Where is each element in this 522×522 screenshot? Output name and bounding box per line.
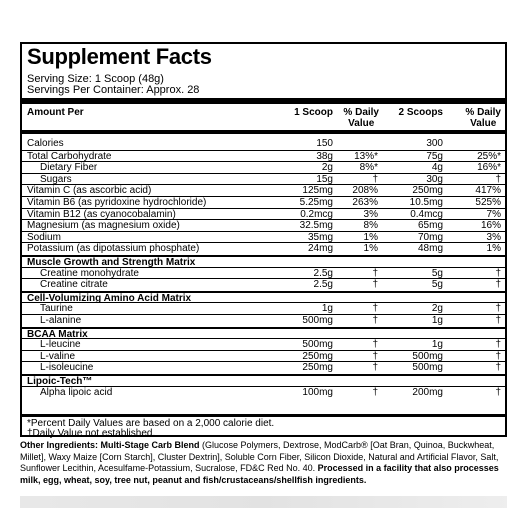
row-daily-value-2: 16%* [477,162,501,174]
footnote-daily-values: *Percent Daily Values are based on a 2,000 calorie diet. [27,418,275,429]
row-name: Magnesium (as magnesium oxide) [27,220,180,232]
row-daily-value-2: † [495,386,501,398]
header-amount-per: Amount Per [27,107,84,118]
row-amount-1-scoop: 100mg [302,386,333,398]
row-daily-value-2: † [495,350,501,362]
row-daily-value-1: † [372,303,378,315]
table-row [22,242,505,254]
other-ingredients [20,440,507,486]
table-row [22,338,505,350]
table-row [22,150,505,162]
row-amount-1-scoop: 2g [321,162,333,174]
table-row [22,314,505,326]
row-amount-2-scoops: 5g [431,279,443,291]
row-daily-value-2: † [495,339,501,351]
row-amount-2-scoops: 70mg [417,231,443,243]
table-row [22,161,505,173]
row-amount-1-scoop: 2.5g [313,267,333,279]
row-name: Sodium [27,231,61,243]
table-row [22,267,505,279]
row-name: Alpha lipoic acid [40,386,113,398]
row-daily-value-1: † [372,173,378,185]
table-row [22,361,505,373]
row-amount-1-scoop: 500mg [302,315,333,326]
row-daily-value-1: † [372,315,378,326]
section-title: BCAA Matrix [27,328,88,340]
row-amount-1-scoop: 15g [316,173,333,185]
table-row [22,196,505,208]
row-daily-value-2: † [495,303,501,315]
row-amount-1-scoop: 150 [316,138,333,149]
header-daily-value-1-line2: Value [348,118,375,129]
row-daily-value-1: 1% [363,231,378,243]
serving-size: Serving Size: 1 Scoop (48g) [27,73,164,85]
row-name: L-leucine [40,339,81,351]
table-row [22,302,505,314]
servings-per-container: Servings Per Container: Approx. 28 [27,84,200,96]
row-name: L-valine [40,350,76,362]
row-amount-2-scoops: 500mg [412,350,443,362]
row-daily-value-1: 208% [352,185,378,197]
row-name: L-alanine [40,315,82,326]
row-daily-value-2: 7% [486,208,501,220]
row-daily-value-2: 25%* [477,150,501,162]
row-amount-1-scoop: 32.5mg [299,220,333,232]
table-row [22,278,505,290]
row-amount-1-scoop: 35mg [307,231,333,243]
other-ingredients-text: (Glucose Polymers, Dextrose, ModCarb® [Oat Bran, Quinoa, Buckwheat, Millet], Waxy Maize [Corn Starch], Cluster Dextrin], Soluble Corn Fiber, Silicon Dioxide, Natural and Artificial Flavor, Salt, Sunflower Lecithin, Acesulfame-Potassium, Sucralose, FD&C Red No. 40. [20,440,499,473]
row-amount-1-scoop: 125mg [302,185,333,197]
row-daily-value-1: 263% [352,197,378,208]
row-amount-2-scoops: 4g [431,162,443,174]
bottom-divider [22,414,505,417]
row-amount-1-scoop: 500mg [302,339,333,351]
row-amount-1-scoop: 0.2mcg [300,208,333,220]
table-row [22,350,505,362]
header-daily-value-1-line1: % Daily [343,107,379,118]
row-daily-value-1: † [372,350,378,362]
row-amount-2-scoops: 75g [426,150,443,162]
table-row [22,138,505,149]
row-name: Total Carbohydrate [27,150,112,162]
section-title: Muscle Growth and Strength Matrix [27,257,196,268]
row-amount-2-scoops: 500mg [412,362,443,374]
row-daily-value-2: † [495,315,501,326]
row-name: Creatine citrate [40,279,108,291]
row-daily-value-2: 16% [480,220,501,232]
table-row [22,231,505,243]
table-row [22,173,505,185]
header-divider [22,130,505,134]
table-row [22,219,505,231]
row-daily-value-1: 1% [363,243,378,255]
facility-warning: Processed in a facility that also processes milk, egg, wheat, soy, tree nut, peanut and fish/crustaceans/shellfish ingredients. [20,463,499,485]
table-row [22,208,505,220]
row-daily-value-2: 1% [486,243,501,255]
section-title: Lipoic-Tech™ [27,376,93,387]
row-amount-2-scoops: 48mg [417,243,443,255]
row-amount-1-scoop: 250mg [302,362,333,374]
row-amount-2-scoops: 1g [431,315,443,326]
row-amount-2-scoops: 5g [431,267,443,279]
row-amount-1-scoop: 38g [316,150,333,162]
header-2-scoops: 2 Scoops [398,107,443,118]
row-amount-2-scoops: 30g [426,173,443,185]
supplement-facts-panel [20,42,507,437]
row-amount-1-scoop: 2.5g [313,279,333,291]
row-amount-2-scoops: 10.5mg [409,197,443,208]
row-amount-2-scoops: 250mg [412,185,443,197]
row-daily-value-1: † [372,386,378,398]
row-daily-value-2: † [495,173,501,185]
row-daily-value-2: 525% [475,197,501,208]
row-daily-value-1: † [372,339,378,351]
row-amount-1-scoop: 250mg [302,350,333,362]
row-daily-value-1: 3% [363,208,378,220]
table-row [22,386,505,398]
row-daily-value-1: † [372,267,378,279]
header-daily-value-2-line1: % Daily [465,107,501,118]
header-daily-value-1 [343,107,379,129]
row-name: Vitamin C (as ascorbic acid) [27,185,152,197]
blurred-text-strip [20,496,507,508]
footnote-dagger: †Daily Value not established. [27,428,156,439]
header-daily-value-2 [465,107,501,129]
row-name: Creatine monohydrate [40,267,139,279]
header-1-scoop: 1 Scoop [294,107,333,118]
row-daily-value-2: † [495,362,501,374]
row-daily-value-1: 8% [363,220,378,232]
table-row [22,184,505,196]
row-amount-1-scoop: 5.25mg [299,197,333,208]
row-daily-value-2: 3% [486,231,501,243]
row-daily-value-1: † [372,362,378,374]
row-amount-2-scoops: 200mg [412,386,443,398]
header-daily-value-2-line2: Value [470,118,497,129]
other-ingredients-label: Other Ingredients: Multi-Stage Carb Blend [20,440,200,450]
row-amount-2-scoops: 2g [431,303,443,315]
row-daily-value-1: † [372,279,378,291]
row-daily-value-1: 8%* [359,162,378,174]
row-name: Taurine [40,303,73,315]
row-name: L-isoleucine [40,362,94,374]
row-amount-2-scoops: 1g [431,339,443,351]
section-title: Cell-Volumizing Amino Acid Matrix [27,292,192,304]
row-name: Vitamin B12 (as cyanocobalamin) [27,208,176,220]
row-amount-2-scoops: 0.4mcg [410,208,443,220]
row-daily-value-2: † [495,279,501,291]
row-amount-1-scoop: 24mg [307,243,333,255]
row-name: Vitamin B6 (as pyridoxine hydrochloride) [27,197,207,208]
row-amount-2-scoops: 65mg [417,220,443,232]
row-amount-2-scoops: 300 [426,138,443,149]
panel-title: Supplement Facts [27,44,212,69]
row-amount-1-scoop: 1g [321,303,333,315]
row-name: Potassium (as dipotassium phosphate) [27,243,200,255]
row-daily-value-2: 417% [475,185,501,197]
row-daily-value-1: 13%* [354,150,378,162]
thick-divider [22,98,505,104]
row-name: Dietary Fiber [40,162,98,174]
row-name: Sugars [40,173,72,185]
row-name: Calories [27,138,64,149]
row-daily-value-2: † [495,267,501,279]
